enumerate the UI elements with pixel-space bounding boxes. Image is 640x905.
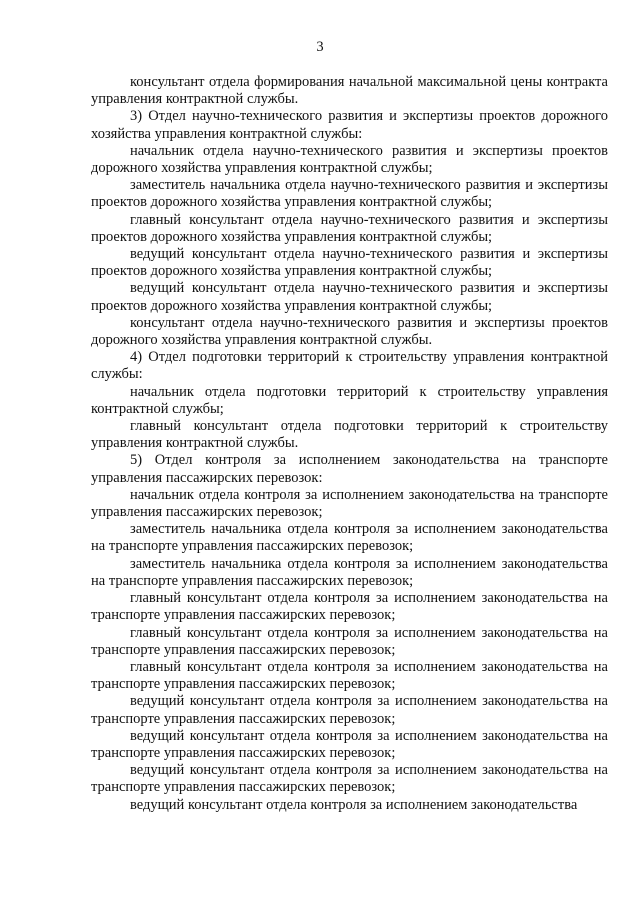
document-body: [91, 74, 608, 814]
paragraph: главный консультант отдела контроля за исполнением законодательства на транспорте управления пассажирских перевозок;: [91, 624, 608, 658]
paragraph: заместитель начальника отдела контроля за исполнением законодательства на транспорте управления пассажирских перевозок;: [91, 555, 608, 589]
paragraph: начальник отдела научно-технического развития и экспертизы проектов дорожного хозяйства управления контрактной службы;: [91, 142, 608, 177]
paragraph: главный консультант отдела контроля за исполнением законодательства на транспорте управления пассажирских перевозок;: [91, 658, 608, 693]
section-heading: 3) Отдел научно-технического развития и экспертизы проектов дорожного хозяйства управления контрактной службы:: [91, 108, 608, 142]
paragraph: ведущий консультант отдела контроля за исполнением законодательства на транспорте управления пассажирских перевозок;: [91, 762, 608, 796]
paragraph: консультант отдела формирования начальной максимальной цены контракта управления контрактной службы.: [91, 74, 608, 108]
paragraph: заместитель начальника отдела контроля за исполнением законодательства на транспорте управления пассажирских перевозок;: [91, 521, 608, 555]
paragraph: главный консультант отдела контроля за исполнением законодательства на транспорте управления пассажирских перевозок;: [91, 590, 608, 624]
paragraph: консультант отдела научно-технического развития и экспертизы проектов дорожного хозяйства управления контрактной службы.: [91, 314, 608, 349]
paragraph: ведущий консультант отдела контроля за исполнением законодательства: [130, 796, 578, 813]
section-heading: 5) Отдел контроля за исполнением законодательства на транспорте управления пассажирских перевозок:: [91, 452, 608, 486]
paragraph: ведущий консультант отдела контроля за исполнением законодательства на транспорте управления пассажирских перевозок;: [91, 727, 608, 761]
paragraph: главный консультант отдела подготовки территорий к строительству управления контрактной службы.: [91, 418, 608, 452]
paragraph: ведущий консультант отдела научно-технического развития и экспертизы проектов дорожного хозяйства управления контрактной службы;: [91, 280, 608, 314]
paragraph: начальник отдела контроля за исполнением законодательства на транспорте управления пассажирских перевозок;: [91, 486, 608, 521]
section-heading: 4) Отдел подготовки территорий к строительству управления контрактной службы:: [91, 349, 608, 383]
page-number: 3: [316, 39, 324, 55]
paragraph: ведущий консультант отдела научно-технического развития и экспертизы проектов дорожного хозяйства управления контрактной службы;: [91, 246, 608, 280]
paragraph: начальник отдела подготовки территорий к строительству управления контрактной службы;: [91, 383, 608, 417]
paragraph: ведущий консультант отдела контроля за исполнением законодательства на транспорте управления пассажирских перевозок;: [91, 693, 608, 727]
paragraph: заместитель начальника отдела научно-технического развития и экспертизы проектов дорожного хозяйства управления контрактной службы;: [91, 177, 608, 211]
paragraph: главный консультант отдела научно-технического развития и экспертизы проектов дорожного хозяйства управления контрактной службы;: [91, 211, 608, 245]
